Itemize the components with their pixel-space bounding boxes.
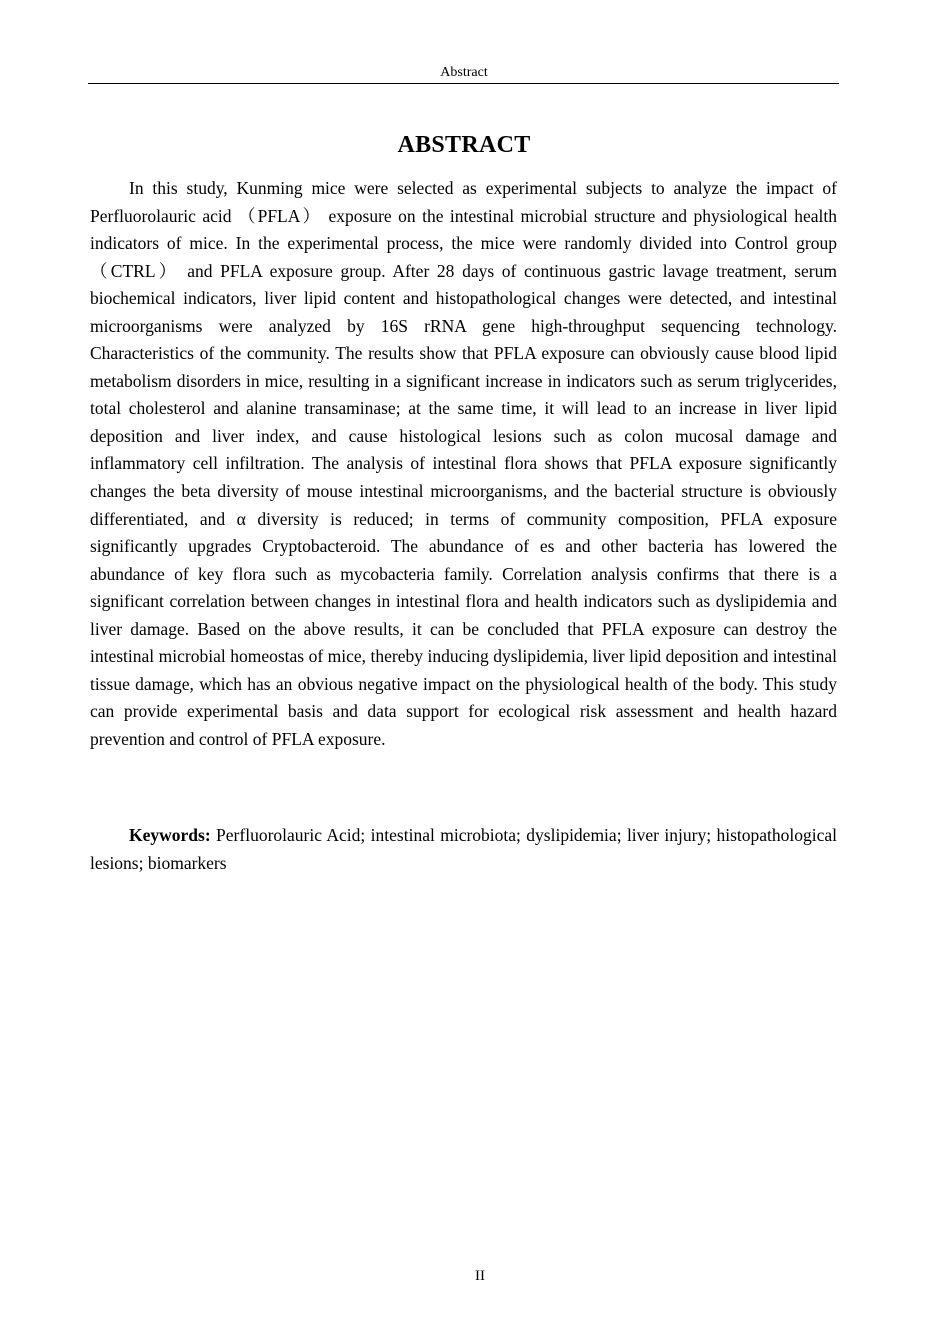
keywords-text: Perfluorolauric Acid; intestinal microbiota; dyslipidemia; liver injury; histopathological lesions; biomarkers xyxy=(90,825,837,873)
header-rule xyxy=(88,83,839,84)
page-title: ABSTRACT xyxy=(397,132,531,159)
page-number: II xyxy=(475,1268,485,1284)
keywords-paragraph xyxy=(90,821,837,877)
abstract-paragraph: In this study, Kunming mice were selected as experimental subjects to analyze the impact of Perfluorolauric acid （PFLA） exposure on the intestinal microbial structure and physiological health indicators of mice. In the experimental process, the mice were randomly divided into Control group （CTRL） and PFLA exposure group. After 28 days of continuous gastric lavage treatment, serum biochemical indicators, liver lipid content and histopathological changes were detected, and intestinal microorganisms were analyzed by 16S rRNA gene high-throughput sequencing technology. Characteristics of the community. The results show that PFLA exposure can obviously cause blood lipid metabolism disorders in mice, resulting in a significant increase in indicators such as serum triglycerides, total cholesterol and alanine transaminase; at the same time, it will lead to an increase in liver lipid deposition and liver index, and cause histological lesions such as colon mucosal damage and inflammatory cell infiltration. The analysis of intestinal flora shows that PFLA exposure significantly changes the beta diversity of mouse intestinal microorganisms, and the bacterial structure is obviously differentiated, and α diversity is reduced; in terms of community composition, PFLA exposure significantly upgrades Cryptobacteroid. The abundance of es and other bacteria has lowered the abundance of key flora such as mycobacteria family. Correlation analysis confirms that there is a significant correlation between changes in intestinal flora and health indicators such as dyslipidemia and liver damage. Based on the above results, it can be concluded that PFLA exposure can destroy the intestinal microbial homeostas of mice, thereby inducing dyslipidemia, liver lipid deposition and intestinal tissue damage, which has an obvious negative impact on the physiological health of the body. This study can provide experimental basis and data support for ecological risk assessment and health hazard prevention and control of PFLA exposure. xyxy=(90,178,837,749)
running-header: Abstract xyxy=(440,65,488,80)
keywords-label: Keywords: xyxy=(129,825,211,845)
